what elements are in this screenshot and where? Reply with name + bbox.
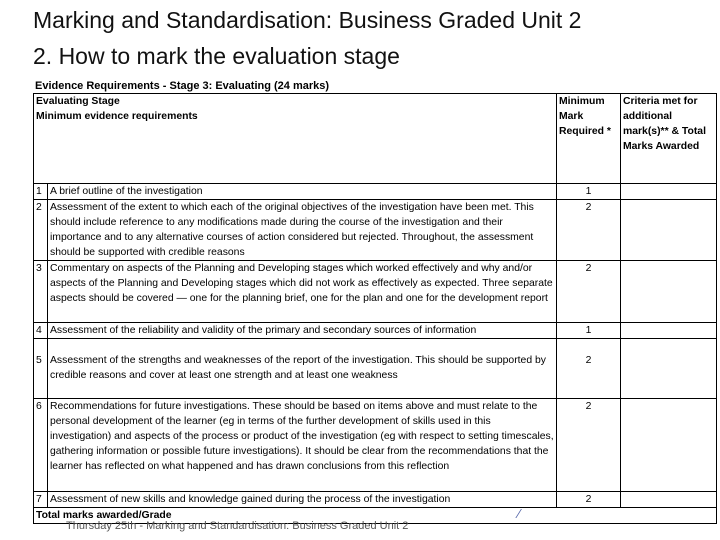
row-criteria [621, 399, 717, 492]
evidence-requirements-document [33, 79, 716, 524]
row-requirement: Assessment of new skills and knowledge gained during the process of the investigation [48, 492, 557, 508]
header-stage-cell [34, 94, 557, 184]
header-criteria: Criteria met for additional mark(s)** & Total Marks Awarded [621, 94, 717, 184]
table-row [34, 492, 717, 508]
row-mark: 2 [557, 492, 621, 508]
row-requirement: A brief outline of the investigation [48, 184, 557, 200]
row-mark: 2 [557, 399, 621, 492]
row-requirement: Assessment of the strengths and weaknesses of the report of the investigation. This should be supported by credible reasons and cover at least one strength and at least one weakness [48, 339, 557, 399]
row-criteria [621, 200, 717, 261]
slide-title: Marking and Standardisation: Business Graded Unit 2 [33, 7, 582, 33]
row-number: 1 [34, 184, 48, 200]
header-stage: Evaluating Stage [36, 96, 120, 107]
table-header-row [34, 94, 717, 184]
header-min-mark: Minimum Mark Required * [557, 94, 621, 184]
row-number: 6 [34, 399, 48, 492]
row-criteria [621, 323, 717, 339]
row-mark: 2 [557, 261, 621, 323]
row-mark: 1 [557, 323, 621, 339]
total-label: Total marks awarded/Grade [34, 508, 717, 524]
row-mark: 1 [557, 184, 621, 200]
table-row [34, 399, 717, 492]
section-title: Evidence Requirements - Stage 3: Evaluating (24 marks) [35, 80, 330, 92]
row-criteria [621, 492, 717, 508]
row-requirement: Assessment of the reliability and validity of the primary and secondary sources of information [48, 323, 557, 339]
slide-subtitle: 2. How to mark the evaluation stage [33, 43, 400, 69]
row-requirement: Assessment of the extent to which each of the original objectives of the investigation have been met. This should include reference to any modifications made during the course of the investigation and their importance and to any alternative courses of action considered but rejected. Throughout, the assessment should be supported with credible reasons [48, 200, 557, 261]
row-criteria [621, 184, 717, 200]
row-requirement: Commentary on aspects of the Planning and Developing stages which worked effectively and why and/or aspects of the Planning and Developing stages which did not work as effectively as expected. Three separate aspects should be covered — one for the planning brief, one for the plan and one for the development report [48, 261, 557, 323]
slide-footer: Thursday 25th - Marking and Standardisation: Business Graded Unit 2 [66, 520, 409, 532]
table-row [34, 200, 717, 261]
row-number: 5 [34, 339, 48, 399]
table-row [34, 261, 717, 323]
footer-mark: ⁄ [518, 506, 521, 521]
row-requirement: Recommendations for future investigations. These should be based on items above and must relate to the personal development of the learner (eg in terms of the further development of skills used in this investigation) and aspects of the process or product of the investigation (eg with respect to setting timescales, gathering information or possible future investigations). It should be clear from the recommendations that the learner has reflected on what happened and has drawn conclusions from this reflection [48, 399, 557, 492]
row-mark: 2 [557, 339, 621, 399]
table-row [34, 184, 717, 200]
row-mark: 2 [557, 200, 621, 261]
row-number: 2 [34, 200, 48, 261]
row-criteria [621, 261, 717, 323]
header-requirements: Minimum evidence requirements [36, 111, 198, 122]
table-row [34, 339, 717, 399]
row-number: 7 [34, 492, 48, 508]
row-number: 3 [34, 261, 48, 323]
table-row [34, 323, 717, 339]
row-criteria [621, 339, 717, 399]
evidence-requirements-table [33, 93, 717, 524]
row-number: 4 [34, 323, 48, 339]
